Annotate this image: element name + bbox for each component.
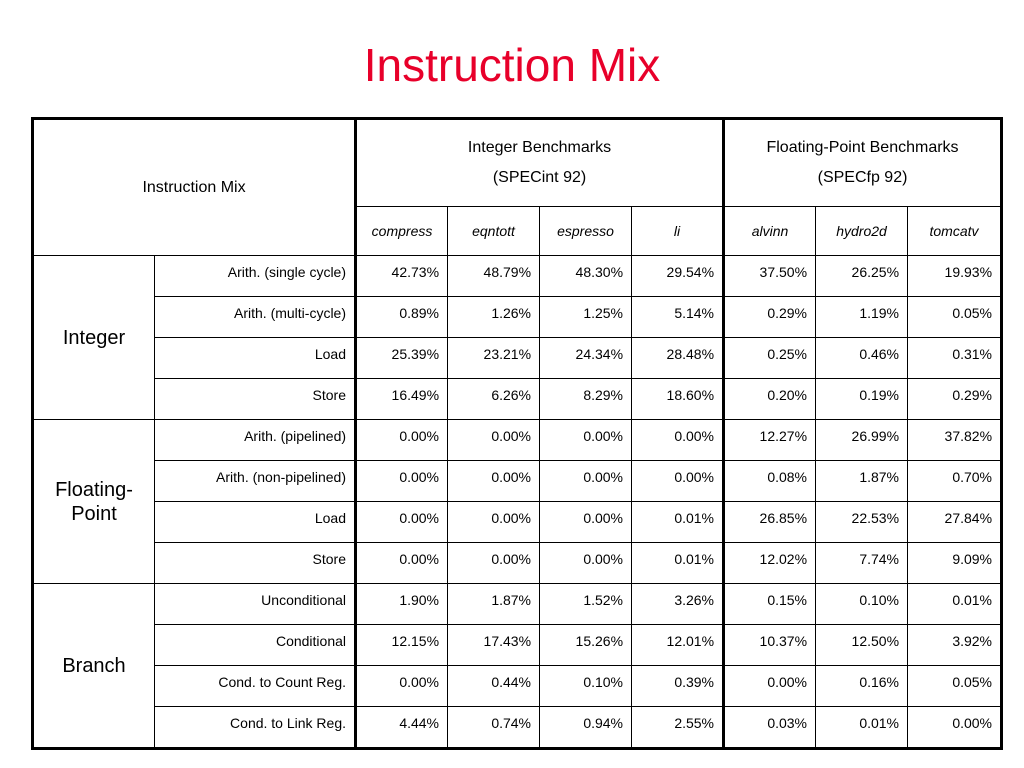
fp-group-title: Floating-Point Benchmarks [766,139,959,156]
value-cell: 7.74% [816,543,908,584]
value-cell: 0.29% [724,297,816,338]
value-cell: 0.29% [908,379,1001,420]
value-cell: 16.49% [356,379,448,420]
value-cell: 0.00% [448,543,540,584]
value-cell: 1.87% [448,584,540,625]
slide-title: Instruction Mix [363,39,661,91]
table-row [34,584,1001,625]
value-cell: 0.00% [724,666,816,707]
category-label: Floating-Point [34,420,155,584]
table-body [34,256,1001,748]
table-row [34,543,1001,584]
value-cell: 0.01% [908,584,1001,625]
value-cell: 42.73% [356,256,448,297]
benchmark-name: eqntott [448,207,540,256]
value-cell: 19.93% [908,256,1001,297]
table-row [34,420,1001,461]
value-cell: 4.44% [356,707,448,748]
row-label: Store [155,543,356,584]
value-cell: 23.21% [448,338,540,379]
value-cell: 0.15% [724,584,816,625]
value-cell: 1.19% [816,297,908,338]
benchmark-name: hydro2d [816,207,908,256]
value-cell: 0.31% [908,338,1001,379]
corner-header: Instruction Mix [34,120,356,256]
value-cell: 0.16% [816,666,908,707]
value-cell: 0.01% [632,502,724,543]
benchmark-name: alvinn [724,207,816,256]
value-cell: 26.25% [816,256,908,297]
benchmark-name: espresso [540,207,632,256]
value-cell: 0.44% [448,666,540,707]
value-cell: 8.29% [540,379,632,420]
table-row [34,338,1001,379]
row-label: Cond. to Link Reg. [155,707,356,748]
value-cell: 0.00% [448,420,540,461]
table-row [34,666,1001,707]
value-cell: 0.00% [908,707,1001,748]
category-label: Branch [34,584,155,748]
value-cell: 12.15% [356,625,448,666]
value-cell: 0.20% [724,379,816,420]
value-cell: 26.99% [816,420,908,461]
value-cell: 10.37% [724,625,816,666]
value-cell: 1.26% [448,297,540,338]
value-cell: 12.01% [632,625,724,666]
value-cell: 0.46% [816,338,908,379]
table-row [34,297,1001,338]
value-cell: 0.00% [540,461,632,502]
value-cell: 0.05% [908,297,1001,338]
value-cell: 37.82% [908,420,1001,461]
row-label: Conditional [155,625,356,666]
instruction-mix-table [33,119,1001,748]
value-cell: 6.26% [448,379,540,420]
value-cell: 0.00% [356,461,448,502]
value-cell: 0.00% [448,502,540,543]
value-cell: 0.00% [356,666,448,707]
value-cell: 0.19% [816,379,908,420]
value-cell: 37.50% [724,256,816,297]
table-row [34,625,1001,666]
value-cell: 0.00% [632,461,724,502]
value-cell: 0.01% [632,543,724,584]
value-cell: 25.39% [356,338,448,379]
value-cell: 1.87% [816,461,908,502]
fp-benchmarks-header [724,120,1001,207]
row-label: Unconditional [155,584,356,625]
fp-group-suite: (SPECfp 92) [817,169,908,186]
row-label: Arith. (multi-cycle) [155,297,356,338]
table-row [34,256,1001,297]
value-cell: 12.02% [724,543,816,584]
row-label: Arith. (non-pipelined) [155,461,356,502]
value-cell: 3.92% [908,625,1001,666]
value-cell: 17.43% [448,625,540,666]
value-cell: 12.50% [816,625,908,666]
value-cell: 26.85% [724,502,816,543]
value-cell: 2.55% [632,707,724,748]
value-cell: 29.54% [632,256,724,297]
value-cell: 48.30% [540,256,632,297]
value-cell: 18.60% [632,379,724,420]
value-cell: 0.03% [724,707,816,748]
table-row [34,707,1001,748]
value-cell: 15.26% [540,625,632,666]
value-cell: 48.79% [448,256,540,297]
value-cell: 1.52% [540,584,632,625]
value-cell: 0.00% [632,420,724,461]
integer-benchmarks-header [356,120,724,207]
value-cell: 0.00% [356,420,448,461]
row-label: Cond. to Count Reg. [155,666,356,707]
row-label: Load [155,502,356,543]
value-cell: 0.70% [908,461,1001,502]
value-cell: 0.00% [540,420,632,461]
value-cell: 0.00% [356,502,448,543]
value-cell: 3.26% [632,584,724,625]
benchmark-name: tomcatv [908,207,1001,256]
value-cell: 12.27% [724,420,816,461]
row-label: Store [155,379,356,420]
benchmark-name: li [632,207,724,256]
value-cell: 24.34% [540,338,632,379]
value-cell: 0.00% [540,543,632,584]
value-cell: 5.14% [632,297,724,338]
value-cell: 0.94% [540,707,632,748]
value-cell: 0.00% [448,461,540,502]
value-cell: 0.10% [540,666,632,707]
value-cell: 0.05% [908,666,1001,707]
category-label: Integer [34,256,155,420]
row-label: Arith. (single cycle) [155,256,356,297]
value-cell: 0.39% [632,666,724,707]
value-cell: 0.10% [816,584,908,625]
row-label: Arith. (pipelined) [155,420,356,461]
value-cell: 1.25% [540,297,632,338]
value-cell: 0.74% [448,707,540,748]
value-cell: 22.53% [816,502,908,543]
row-label: Load [155,338,356,379]
integer-group-suite: (SPECint 92) [492,169,587,186]
value-cell: 0.89% [356,297,448,338]
table-row [34,461,1001,502]
value-cell: 28.48% [632,338,724,379]
value-cell: 0.00% [356,543,448,584]
benchmark-name: compress [356,207,448,256]
table-row [34,502,1001,543]
value-cell: 1.90% [356,584,448,625]
table-row [34,379,1001,420]
value-cell: 9.09% [908,543,1001,584]
value-cell: 27.84% [908,502,1001,543]
integer-group-title: Integer Benchmarks [467,139,612,156]
value-cell: 0.25% [724,338,816,379]
value-cell: 0.01% [816,707,908,748]
value-cell: 0.00% [540,502,632,543]
value-cell: 0.08% [724,461,816,502]
